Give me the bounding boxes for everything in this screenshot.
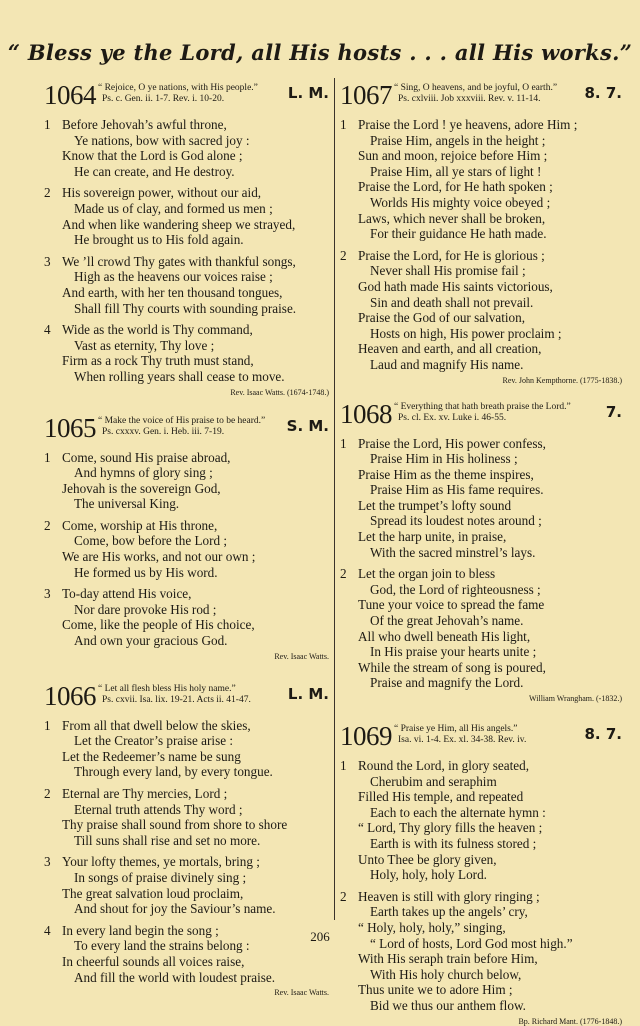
stanza-number: 1 [340,758,347,773]
hymn-references [394,399,622,424]
hymn-meter: 8. 7. [584,84,622,102]
scripture-references: Ps. c. Gen. ii. 1-7. Rev. i. 10-20. [102,94,225,104]
hymn-meter: S. M. [286,416,329,435]
stanza-number: 1 [44,117,51,132]
stanza-number: 2 [340,566,347,582]
stanza-number: 3 [44,854,51,870]
verse-line: Hosts on high, His power proclaim ; [370,325,562,341]
verse-line: Praise Him as the theme inspires, [358,466,534,482]
verse-line [44,586,329,602]
verse-line [340,436,622,452]
hymn [340,399,622,704]
scripture-references: Isa. vi. 1-4. Ex. xl. 34-38. Rev. iv. [398,735,527,745]
stanza [44,322,329,384]
hymn-meter: L. M. [287,684,329,703]
hymn-header [44,413,329,447]
verse-line: Till suns shall rise and set no more. [74,832,261,848]
verse-line [44,786,329,802]
verse-line: Thy praise shall sound from shore to shore [62,817,288,833]
verse-line [340,566,622,582]
stanza [340,758,622,883]
stanza [340,117,622,242]
verse-line [44,718,329,734]
scripture-references: Ps. cl. Ex. xv. Luke i. 46-55. [398,412,507,423]
verse-line: Laud and magnify His name. [370,356,524,372]
verse-text: From all that dwell below the skies, [62,717,251,733]
stanza [44,185,329,247]
verse-line: High as the heavens our voices raise ; [74,269,273,285]
verse-line: “ Lord, Thy glory fills the heaven ; [358,820,543,836]
verse-line [44,518,329,534]
verse-line: Praise the Lord, for He hath spoken ; [358,179,553,195]
verse-line [340,117,622,133]
left-column [44,80,329,997]
verse-line: Through every land, by every tongue. [74,764,273,780]
verse-line: Shall fill Thy courts with sounding praise. [74,300,297,316]
verse-line: For their guidance He hath made. [370,226,547,242]
verse-line: Heaven and earth, and all creation, [358,341,542,357]
verse-line: And earth, with her ten thousand tongues, [62,284,283,300]
hymn-header [44,681,329,715]
verse-line: Let the Redeemer’s name be sung [62,748,241,764]
scripture-references: Ps. cxvii. Isa. lix. 19-21. Acts ii. 41-47. [102,694,251,705]
verse-line: Filled His temple, and repeated [358,789,524,805]
stanza-number: 4 [44,922,51,938]
verse-line: God, the Lord of righteousness ; [370,581,541,597]
verse-line: Praise Him in His holiness ; [370,451,518,467]
verse-line: Each to each the alternate hymn : [370,804,546,820]
verse-line: Praise and magnify the Lord. [370,675,524,691]
verse-line: Worlds His mighty voice obeyed ; [370,194,551,210]
verse-text: To-day attend His voice, [62,586,192,602]
verse-line: Sin and death shall not prevail. [370,294,534,310]
hymn-author: Rev. Isaac Watts. [274,651,329,661]
stanza-number: 3 [44,253,51,269]
verse-line: Come, like the people of His choice, [62,617,255,633]
verse-line: We are His works, and not our own ; [62,549,256,565]
stanza-number: 2 [44,185,51,201]
verse-text: Heaven is still with glory ringing ; [358,888,540,904]
verse-text: Come, sound His praise abroad, [62,449,231,465]
verse-line: Praise Him, all ye stars of light ! [370,163,542,179]
verse-text: Before Jehovah’s awful throne, [62,117,227,132]
verse-line: Let the harp unite, in praise, [358,529,507,545]
stanza [44,518,329,580]
verse-text: Eternal are Thy mercies, Lord ; [62,786,228,801]
hymn-number: 1068 [340,398,392,429]
stanza-number: 2 [44,786,51,801]
verse-text: Round the Lord, in glory seated, [358,758,530,773]
verse-line: Let the trumpet’s lofty sound [358,497,512,513]
hymn-header [44,80,329,114]
hymn-epigraph: “ Sing, O heavens, and be joyful, O earth.” [394,83,558,93]
verse-line [44,450,329,466]
hymn-meter: L. M. [287,84,329,102]
verse-text: Let the organ join to bless [358,566,496,582]
hymn-number: 1067 [340,80,392,110]
verse-line: Thus unite we to adore Him ; [358,982,513,998]
page-title: “ Bless ye the Lord, all His hosts . . . all His works.” [7,40,633,65]
hymn-epigraph: “ Everything that hath breath praise the Lord.” [394,401,571,412]
verse-text: Wide as the world is Thy command, [62,322,253,338]
stanza [44,450,329,512]
verse-line: Jehovah is the sovereign God, [62,480,221,496]
verse-line: “ Holy, holy, holy,” singing, [358,919,506,935]
hymn-author: William Wrangham. (-1832.) [529,694,622,703]
verse-line [44,854,329,870]
verse-line: Laws, which never shall be broken, [358,210,546,226]
verse-line: Spread its loudest notes around ; [370,513,542,529]
stanza-number: 3 [44,586,51,602]
stanza [44,854,329,916]
verse-line: Tune your voice to spread the fame [358,597,545,613]
stanza-number: 2 [340,888,347,904]
verse-text: His sovereign power, without our aid, [62,185,262,201]
hymn-author: Rev. Isaac Watts. [274,988,329,998]
stanza [44,786,329,848]
verse-text: Praise the Lord ! ye heavens, adore Him ; [358,117,578,132]
verse-line: In songs of praise divinely sing ; [74,869,247,885]
hymn-epigraph: “ Rejoice, O ye nations, with His people.” [98,83,258,93]
stanza [340,566,622,691]
stanza-number: 1 [340,435,347,451]
stanza-number: 2 [44,517,51,533]
verse-line: Never shall His promise fail ; [370,263,526,279]
verse-line: Firm as a rock Thy truth must stand, [62,353,254,369]
verse-line: The great salvation loud proclaim, [62,885,244,901]
verse-line: “ Lord of hosts, Lord God most high.” [370,935,573,951]
stanza [340,889,622,1014]
verse-line [44,322,329,338]
hymn-epigraph: “ Let all flesh bless His holy name.” [98,683,236,694]
hymn-author: Rev. John Kempthorne. (1775-1838.) [502,375,622,385]
verse-line: Praise Him, angels in the height ; [370,132,546,148]
verse-line: Sun and moon, rejoice before Him ; [358,148,548,164]
verse-line: And when like wandering sheep we strayed, [62,216,296,232]
verse-line: With the sacred minstrel’s lays. [370,544,536,560]
verse-line: Come, bow before the Lord ; [74,533,228,549]
hymn [340,721,622,1026]
hymn [44,80,329,397]
verse-line: Ye nations, bow with sacred joy : [74,132,250,148]
stanza [44,254,329,316]
verse-line: The universal King. [74,496,180,512]
hymn [340,80,622,385]
hymn-number: 1069 [340,721,392,751]
verse-line: In His praise your hearts unite ; [370,644,537,660]
verse-text: In every land begin the song ; [62,922,219,938]
stanza-number: 2 [340,247,347,263]
stanza-number: 1 [340,117,347,132]
verse-line: He can create, and He destroy. [74,163,235,179]
verse-text: We ’ll crowd Thy gates with thankful songs, [62,253,296,269]
verse-line [340,889,622,905]
verse-text: Praise the Lord, for He is glorious ; [358,247,545,263]
scripture-references: Ps. cxlviii. Job xxxviii. Rev. v. 11-14. [398,94,541,104]
verse-line [340,248,622,264]
verse-line: Made us of clay, and formed us men ; [74,200,273,216]
verse-line: Know that the Lord is God alone ; [62,148,243,164]
verse-line: He brought us to His fold again. [74,232,244,248]
hymn [44,413,329,661]
hymn-meter: 8. 7. [584,725,622,743]
verse-line: He formed us by His word. [74,564,218,580]
verse-line: Praise Him as His fame requires. [370,482,544,498]
verse-line: Vast as eternity, Thy love ; [74,337,215,353]
verse-line: Nor dare provoke His rod ; [74,601,217,617]
verse-line [44,185,329,201]
verse-line: And own your gracious God. [74,633,228,649]
verse-line: To every land the strains belong : [74,938,250,954]
verse-line [340,758,622,774]
verse-line: With His seraph train before Him, [358,951,538,967]
verse-line: When rolling years shall cease to move. [74,368,285,384]
hymn [44,681,329,998]
verse-line: Earth takes up the angels’ cry, [370,904,528,920]
hymn-meter: 7. [605,402,622,421]
verse-text: Praise the Lord, His power confess, [358,435,546,451]
verse-line: And fill the world with loudest praise. [74,969,276,985]
verse-line: Of the great Jehovah’s name. [370,613,524,629]
verse-text: Come, worship at His throne, [62,517,218,533]
verse-line: With His holy church below, [370,966,522,982]
stanza [44,718,329,780]
hymn-epigraph: “ Praise ye Him, all His angels.” [394,724,518,734]
verse-line: All who dwell beneath His light, [358,628,531,644]
right-column [340,80,622,1026]
verse-line: Bid we thus our anthem flow. [370,997,526,1013]
verse-line: While the stream of song is poured, [358,659,546,675]
hymn-author: Bp. Richard Mant. (1776-1848.) [518,1016,622,1026]
verse-line: God hath made His saints victorious, [358,278,553,294]
verse-line: Let the Creator’s praise arise : [74,733,234,749]
verse-line: And hymns of glory sing ; [74,465,213,481]
hymn-epigraph: “ Make the voice of His praise to be heard.” [98,415,266,426]
column-divider [334,78,335,920]
hymn-header [340,399,622,433]
hymn-number: 1065 [44,412,96,443]
stanza [340,436,622,561]
verse-line [44,254,329,270]
stanza-number: 4 [44,322,51,338]
stanza-number: 1 [44,717,51,733]
verse-text: Your lofty themes, ye mortals, bring ; [62,854,260,870]
hymn-author: Rev. Isaac Watts. (1674-1748.) [230,387,329,397]
verse-line: In cheerful sounds all voices raise, [62,953,245,969]
hymn-number: 1064 [44,80,96,110]
stanza-number: 1 [44,449,51,465]
verse-line: Earth is with its fulness stored ; [370,835,537,851]
verse-line: Praise the God of our salvation, [358,310,526,326]
stanza [44,117,329,179]
scripture-references: Ps. cxxxv. Gen. i. Heb. iii. 7-19. [102,426,225,437]
verse-line: Holy, holy, holy Lord. [370,867,487,883]
stanza [44,586,329,648]
verse-line: Unto Thee be glory given, [358,851,497,867]
page-number: 206 [310,929,330,944]
stanza [340,248,622,373]
hymn-header [340,80,622,114]
verse-line: And shout for joy the Saviour’s name. [74,901,276,917]
verse-line [44,117,329,133]
hymn-number: 1066 [44,680,96,711]
verse-line: Cherubim and seraphim [370,773,497,789]
verse-line: Eternal truth attends Thy word ; [74,801,243,817]
hymn-header [340,721,622,755]
